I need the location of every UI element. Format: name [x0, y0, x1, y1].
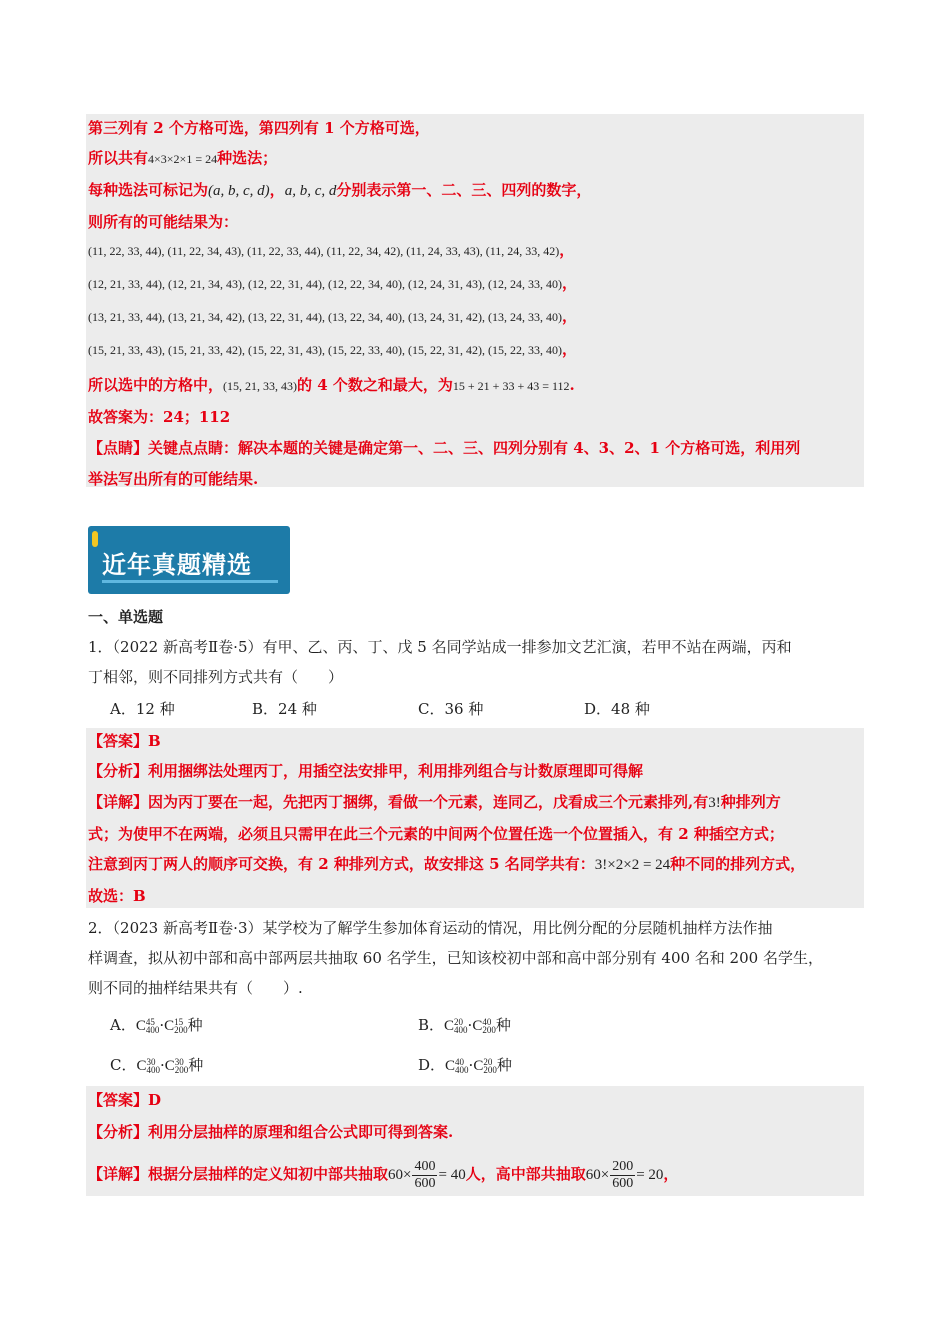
sol-line-1: 第三列有 2 个方格可选，第四列有 1 个方格可选，: [88, 119, 430, 137]
sol-answer: 故答案为：24；112: [88, 408, 231, 426]
sol-line-5: 所以选中的方格中，(15, 21, 33, 43)的 4 个数之和最大，为15 + 21 + 33 + 43 = 112.: [88, 376, 575, 394]
results-row-3: (13, 21, 33, 44), (13, 21, 34, 42), (13, 22, 31, 44), (13, 22, 34, 40), (13, 24, 31, 42), (13, 24, 33, 40)，: [88, 307, 577, 325]
fraction-1: $\frac{400}{600}$: [414, 1158, 436, 1191]
banner-title: 近年真题精选: [102, 551, 252, 579]
q2-option-b[interactable]: B．C 20 400 ·C 40 200 种: [418, 1016, 511, 1035]
q1-detail-2: 式；为使甲不在两端，必须且只需甲在此三个元素的中间两个位置任选一个位置插入，有 2 种插空方式；: [88, 825, 784, 843]
q1-option-c[interactable]: C．36 种: [418, 700, 484, 718]
sol-line-3: 每种选法可标记为(a, b, c, d)，a, b, c, d分别表示第一、二、三、四列的数字，: [88, 181, 592, 199]
q1-option-d[interactable]: D．48 种: [584, 700, 650, 718]
q1-option-a[interactable]: A．12 种: [110, 700, 175, 718]
q1-answer: 【答案】B: [88, 732, 161, 750]
section-banner: [88, 526, 290, 594]
sol-line-4: 则所有的可能结果为：: [88, 213, 239, 231]
q1-detail-4: 故选：B: [88, 887, 146, 905]
q2-stem-2: 样调查，拟从初中部和高中部两层共抽取 60 名学生，已知该校初中部和高中部分别有 400 名和 200 名学生，: [88, 949, 823, 967]
q2-option-c[interactable]: C．C 30 400 ·C 30 200 种: [110, 1056, 204, 1075]
q2-analysis: 【分析】利用分层抽样的原理和组合公式即可得到答案.: [88, 1123, 454, 1141]
q2-detail-1: 【详解】根据分层抽样的定义知初中部共抽取60× $\frac{400}{600}$ = 40人，高中部共抽取60× $\frac{200}{600}$ = 20，: [88, 1158, 679, 1191]
q2-stem-3: 则不同的抽样结果共有（ ）.: [88, 979, 303, 997]
results-row-2: (12, 21, 33, 44), (12, 21, 34, 43), (12, 22, 31, 44), (12, 22, 34, 40), (12, 24, 31, 43), (12, 24, 33, 40)，: [88, 274, 577, 292]
q1-option-b[interactable]: B．24 种: [252, 700, 317, 718]
sol-remark-1: 【点睛】关键点点睛：解决本题的关键是确定第一、二、三、四列分别有 4、3、2、1 个方格可选，利用列: [88, 439, 801, 457]
results-row-4: (15, 21, 33, 43), (15, 21, 33, 42), (15, 22, 31, 43), (15, 22, 33, 40), (15, 22, 31, 42), (15, 22, 33, 40)，: [88, 340, 577, 358]
banner-underline: [102, 580, 278, 583]
q2-option-d[interactable]: D．C 40 400 ·C 20 200 种: [418, 1056, 512, 1075]
q1-detail-1: 【详解】因为丙丁要在一起，先把丙丁捆绑，看做一个元素，连同乙，戊看成三个元素排列,有3!种排列方: [88, 793, 781, 811]
q1-analysis: 【分析】利用捆绑法处理丙丁，用插空法安排甲，利用排列组合与计数原理即可得解: [88, 762, 644, 780]
sol-remark-2: 举法写出所有的可能结果.: [88, 470, 259, 488]
solution-block-top: [86, 114, 864, 487]
results-row-1: (11, 22, 33, 44), (11, 22, 34, 43), (11, 22, 33, 44), (11, 22, 34, 42), (11, 24, 33, 43), (11, 24, 33, 42)，: [88, 241, 575, 259]
sol-line-2: 所以共有4×3×2×1 = 24种选法；: [88, 149, 278, 167]
q2-answer: 【答案】D: [88, 1091, 162, 1109]
section-heading: 一、单选题: [88, 608, 164, 626]
banner-accent: [92, 531, 98, 547]
q1-detail-3: 注意到丙丁两人的顺序可交换，有 2 种排列方式，故安排这 5 名同学共有：3!×2×2 = 24种不同的排列方式，: [88, 855, 806, 873]
q1-stem-1: 1．（2022 新高考Ⅱ卷·5）有甲、乙、丙、丁、戊 5 名同学站成一排参加文艺汇演，若甲不站在两端，丙和: [88, 638, 792, 656]
fraction-2: $\frac{200}{600}$: [612, 1158, 634, 1191]
q1-solution-block: [86, 728, 864, 908]
q2-option-a[interactable]: A．C 45 400 ·C 15 200 种: [110, 1016, 203, 1035]
q1-stem-2: 丁相邻，则不同排列方式共有（ ）: [88, 668, 344, 686]
q2-stem-1: 2．（2023 新高考Ⅱ卷·3）某学校为了解学生参加体育运动的情况，用比例分配的分层随机抽样方法作抽: [88, 919, 773, 937]
